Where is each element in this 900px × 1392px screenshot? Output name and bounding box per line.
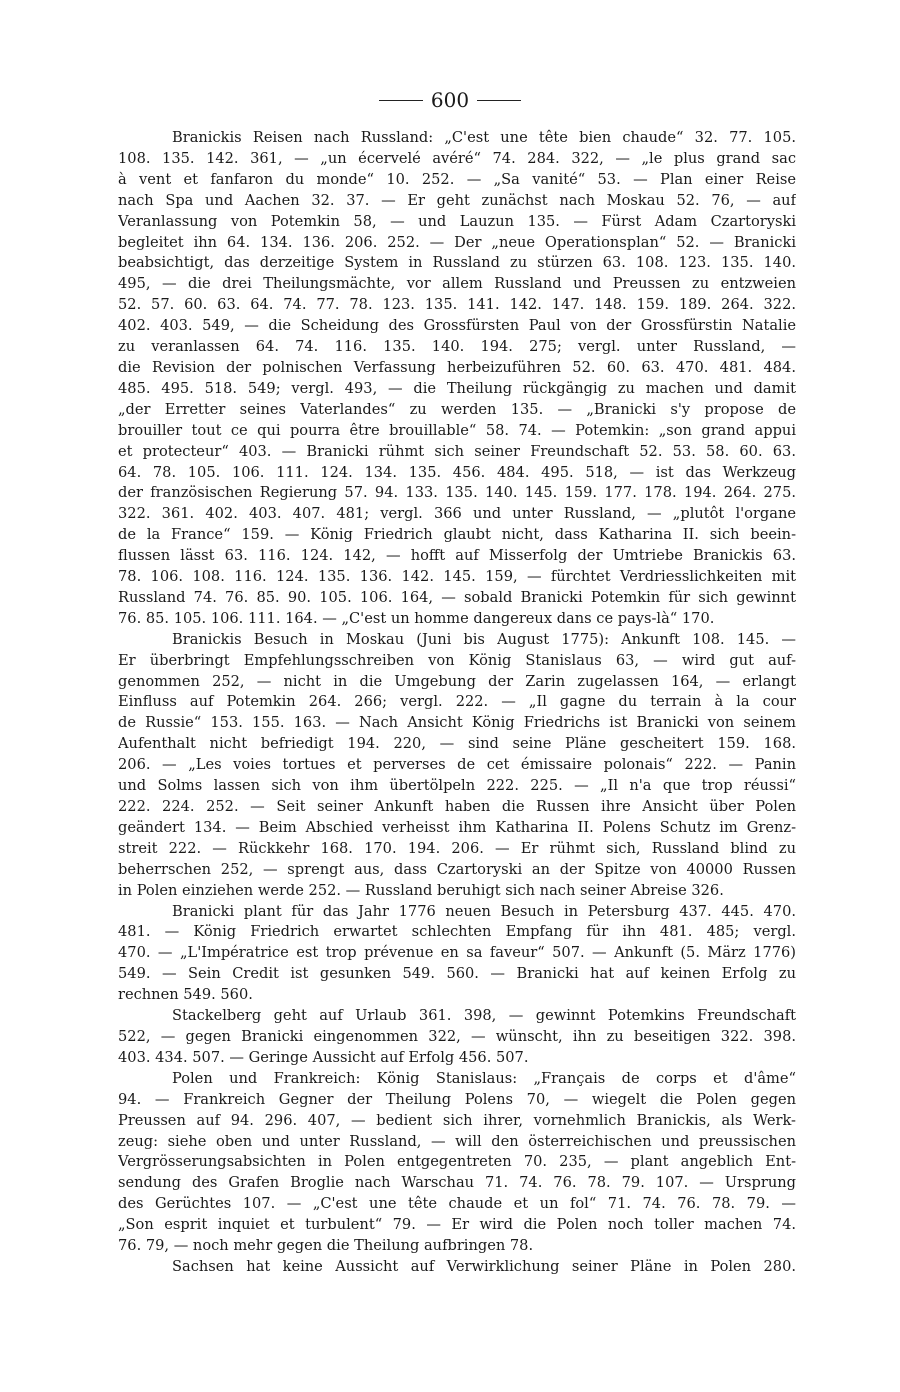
text-line: Branicki plant für das Jahr 1776 neuen Besuch in Petersburg 437. 445. 470.	[172, 902, 796, 920]
text-line: flussen lässt 63. 116. 124. 142, — hofft auf Misserfolg der Umtriebe Branickis 63.	[118, 547, 796, 565]
text-line: Er überbringt Empfehlungsschreiben von König Stanislaus 63, — wird gut auf-	[118, 651, 796, 669]
text-line: 549. — Sein Credit ist gesunken 549. 560. — Branicki hat auf keinen Erfolg zu	[118, 965, 796, 983]
text-line: streit 222. — Rückkehr 168. 170. 194. 206. — Er rühmt sich, Russland blind zu	[118, 839, 796, 857]
text-line: genommen 252, — nicht in die Umgebung der Zarin zugelassen 164, — erlangt	[118, 672, 796, 690]
text-line: 403. 434. 507. — Geringe Aussicht auf Erfolg 456. 507.	[118, 1048, 529, 1066]
text-line: 495, — die drei Theilungsmächte, vor allem Russland und Preussen zu entzweien	[118, 275, 796, 293]
text-line: Sachsen hat keine Aussicht auf Verwirklichung seiner Pläne in Polen 280.	[172, 1257, 796, 1275]
text-line: der französischen Regierung 57. 94. 133. 135. 140. 145. 159. 177. 178. 194. 264. 275.	[118, 484, 796, 502]
text-line: 222. 224. 252. — Seit seiner Ankunft haben die Russen ihre Ansicht über Polen	[118, 798, 796, 815]
text-line: geändert 134. — Beim Abschied verheisst ihm Katharina II. Polens Schutz im Grenz-	[118, 818, 796, 836]
text-line: 522, — gegen Branicki eingenommen 322, — wünscht, ihn zu beseitigen 322. 398.	[118, 1027, 796, 1045]
text-line: 402. 403. 549, — die Scheidung des Grossfürsten Paul von der Grossfürstin Natalie	[118, 317, 796, 335]
text-line: à vent et fanfaron du monde“ 10. 252. — „Sa vanité“ 53. — Plan einer Reise	[118, 170, 796, 188]
text-line: 64. 78. 105. 106. 111. 124. 134. 135. 456. 484. 495. 518, — ist das Werkzeug	[118, 463, 796, 481]
text-line: 485. 495. 518. 549; vergl. 493, — die Theilung rückgängig zu machen und damit	[118, 379, 796, 397]
text-line: sendung des Grafen Broglie nach Warschau 71. 74. 76. 78. 79. 107. — Ursprung	[118, 1174, 796, 1192]
text-line: brouiller tout ce qui pourra être brouillable“ 58. 74. — Potemkin: „son grand appui	[118, 421, 796, 439]
text-line: in Polen einziehen werde 252. — Russland beruhigt sich nach seiner Abreise 326.	[118, 881, 724, 899]
text-line: Veranlassung von Potemkin 58, — und Lauzun 135. — Fürst Adam Czartoryski	[118, 212, 796, 230]
text-line: Polen und Frankreich: König Stanislaus: „Français de corps et d'âme“	[172, 1069, 796, 1087]
text-line: und Solms lassen sich von ihm übertölpeln 222. 225. — „Il n'a que trop réussi“	[118, 777, 796, 795]
text-line: 108. 135. 142. 361, — „un écervelé avéré“ 74. 284. 322, — „le plus grand sac	[118, 149, 796, 167]
text-line: beabsichtigt, das derzeitige System in Russland zu stürzen 63. 108. 123. 135. 140.	[118, 254, 796, 272]
text-line: 206. — „Les voies tortues et perverses de cet émissaire polonais“ 222. — Panin	[118, 756, 796, 774]
text-line: Aufenthalt nicht befriedigt 194. 220, — sind seine Pläne gescheitert 159. 168.	[118, 735, 796, 753]
text-line: 76. 85. 105. 106. 111. 164. — „C'est un homme dangereux dans ce pays-là“ 170.	[118, 609, 715, 627]
text-line: Russland 74. 76. 85. 90. 105. 106. 164, — sobald Branicki Potemkin für sich gewinnt	[118, 588, 796, 606]
text-line: de la France“ 159. — König Friedrich glaubt nicht, dass Katharina II. sich beein-	[118, 526, 796, 544]
page-header	[0, 88, 900, 112]
header-rule-left	[379, 100, 423, 101]
text-line: 322. 361. 402. 403. 407. 481; vergl. 366 und unter Russland, — „plutôt l'organe	[118, 505, 796, 523]
text-line: „Son esprit inquiet et turbulent“ 79. — Er wird die Polen noch toller machen 74.	[118, 1216, 796, 1234]
page-number: 600	[430, 88, 470, 112]
text-line: Preussen auf 94. 296. 407, — bedient sich ihrer, vornehmlich Branickis, als Werk-	[118, 1111, 796, 1129]
text-line: Stackelberg geht auf Urlaub 361. 398, — gewinnt Potemkins Freundschaft	[172, 1007, 796, 1025]
text-line: „der Erretter seines Vaterlandes“ zu werden 135. — „Branicki s'y propose de	[118, 400, 796, 418]
text-line: 52. 57. 60. 63. 64. 74. 77. 78. 123. 135. 141. 142. 147. 148. 159. 189. 264. 322.	[118, 296, 796, 314]
text-line: rechnen 549. 560.	[118, 986, 253, 1004]
text-line: 76. 79, — noch mehr gegen die Theilung aufbringen 78.	[118, 1237, 534, 1255]
header-rule-right	[477, 100, 521, 101]
text-line: Branickis Besuch in Moskau (Juni bis August 1775): Ankunft 108. 145. —	[172, 630, 796, 648]
text-line: Vergrösserungsabsichten in Polen entgegentreten 70. 235, — plant angeblich Ent-	[118, 1153, 796, 1171]
text-line: Einfluss auf Potemkin 264. 266; vergl. 222. — „Il gagne du terrain à la cour	[118, 693, 796, 711]
text-line: 470. — „L'Impératrice est trop prévenue en sa faveur“ 507. — Ankunft (5. März 1776)	[118, 944, 796, 962]
index-text-block	[118, 128, 796, 1278]
text-line: 481. — König Friedrich erwartet schlechten Empfang für ihn 481. 485; vergl.	[118, 923, 796, 941]
text-line: die Revision der polnischen Verfassung herbeizuführen 52. 60. 63. 470. 481. 484.	[118, 358, 796, 376]
text-line: des Gerüchtes 107. — „C'est une tête chaude et un fol“ 71. 74. 76. 78. 79. —	[118, 1195, 796, 1213]
text-line: Branickis Reisen nach Russland: „C'est une tête bien chaude“ 32. 77. 105.	[172, 129, 796, 146]
text-line: 78. 106. 108. 116. 124. 135. 136. 142. 145. 159, — fürchtet Verdriesslichkeiten mit	[118, 568, 796, 586]
text-line: beherrschen 252, — sprengt aus, dass Czartoryski an der Spitze von 40000 Russen	[118, 860, 796, 878]
text-line: begleitet ihn 64. 134. 136. 206. 252. — Der „neue Operationsplan“ 52. — Branicki	[118, 233, 796, 251]
text-line: de Russie“ 153. 155. 163. — Nach Ansicht König Friedrichs ist Branicki von seinem	[118, 714, 796, 732]
text-line: 94. — Frankreich Gegner der Theilung Polens 70, — wiegelt die Polen gegen	[118, 1090, 796, 1108]
text-line: zu veranlassen 64. 74. 116. 135. 140. 194. 275; vergl. unter Russland, —	[118, 338, 796, 356]
text-line: zeug: siehe oben und unter Russland, — will den österreichischen und preussischen	[118, 1132, 796, 1150]
text-line: nach Spa und Aachen 32. 37. — Er geht zunächst nach Moskau 52. 76, — auf	[118, 191, 796, 209]
text-line: et protecteur“ 403. — Branicki rühmt sich seiner Freundschaft 52. 53. 58. 60. 63.	[118, 442, 796, 460]
